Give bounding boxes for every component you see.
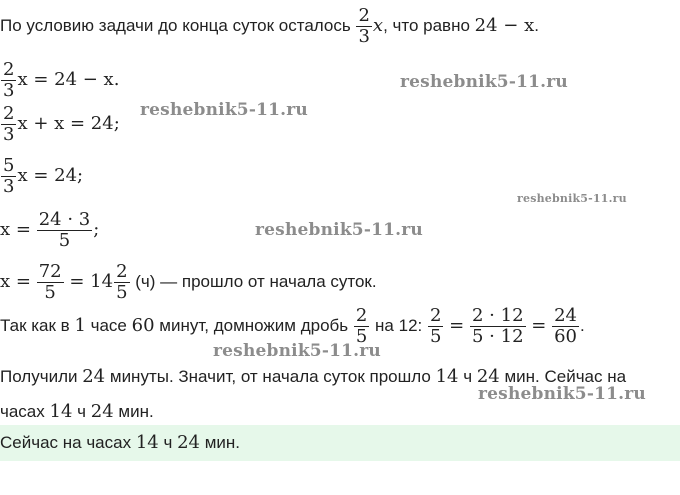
watermark: reshebnik5-11.ru — [478, 384, 646, 404]
equation-5 — [0, 262, 377, 303]
eq3-rhs: x = 24; — [17, 164, 84, 186]
line7-n2: 14 — [435, 366, 459, 387]
line7-t2: минуты. Значит, от начала суток прошло — [109, 367, 431, 386]
answer-n2: 24 — [177, 432, 200, 453]
equation-1 — [0, 60, 119, 101]
line8-t1: часах — [0, 402, 45, 421]
line6-fnum: 2 — [355, 305, 368, 326]
line6-frac-a — [428, 306, 443, 347]
line8-t2: ч — [77, 402, 87, 421]
line7-n3: 24 — [476, 366, 500, 387]
eq5-mid: = 14 — [69, 270, 114, 292]
watermark: reshebnik5-11.ru — [517, 192, 627, 205]
intro-line — [0, 6, 539, 47]
watermark: reshebnik5-11.ru — [255, 220, 423, 240]
equation-2 — [0, 104, 120, 145]
answer-t2: ч — [163, 433, 173, 452]
line7-t3: ч — [463, 367, 473, 386]
eq4-fraction — [37, 210, 93, 251]
line6-a-den: 5 — [429, 326, 442, 347]
line6-fden: 5 — [355, 326, 368, 347]
line8-t3: мин. — [118, 402, 154, 421]
line7-t1: Получили — [0, 367, 78, 386]
eq1-fraction — [1, 60, 16, 101]
line6-eq: = — [449, 314, 465, 336]
eq1-num: 2 — [3, 59, 15, 80]
eq3-fraction — [1, 156, 16, 197]
intro-expr: 24 − x — [474, 14, 535, 36]
line7-t4: мин. Сейчас на — [504, 367, 627, 386]
equation-4 — [0, 210, 99, 251]
watermark: reshebnik5-11.ru — [400, 72, 568, 92]
line6-n1: 1 — [74, 314, 86, 336]
line6-end: . — [580, 315, 585, 335]
line6-t2: часе — [90, 315, 127, 335]
eq4-lhs: x = — [0, 218, 31, 240]
eq1-rhs: x = 24 − x. — [17, 68, 120, 90]
line6-t3: минут, домножим дробь — [159, 315, 349, 335]
eq5-num2: 2 — [116, 261, 128, 282]
line6-eq2: = — [531, 314, 547, 336]
eq1-den: 3 — [3, 80, 15, 101]
intro-text-mid: , что равно — [383, 15, 470, 35]
eq5-text: (ч) — прошло от начала суток. — [130, 271, 377, 291]
intro-var: x — [372, 14, 384, 36]
line7-n1: 24 — [82, 366, 106, 387]
eq4-den: 5 — [58, 230, 71, 251]
eq2-num: 2 — [3, 103, 15, 124]
eq2-den: 3 — [3, 124, 15, 145]
answer-t3: мин. — [204, 433, 241, 452]
line6-t1: Так как в — [0, 315, 70, 335]
watermark: reshebnik5-11.ru — [140, 100, 308, 120]
eq4-num: 24 · 3 — [38, 209, 91, 230]
eq4-tail: ; — [93, 218, 100, 240]
answer-box — [0, 425, 680, 461]
eq5-den1: 5 — [44, 282, 56, 303]
line-8 — [0, 401, 154, 422]
line6-frac-c — [552, 306, 579, 347]
line8-n1: 14 — [49, 401, 73, 422]
intro-fraction — [356, 6, 371, 47]
intro-text: По условию задачи до конца суток осталось — [0, 15, 351, 35]
eq2-fraction — [1, 104, 16, 145]
line6-n2: 60 — [131, 314, 155, 336]
line6-c-num: 24 — [554, 305, 577, 326]
line6-b-den: 5 · 12 — [472, 326, 524, 347]
line6-c-den: 60 — [554, 326, 577, 347]
eq5-den2: 5 — [116, 282, 128, 303]
eq5-lhs: x = — [0, 270, 31, 292]
line6-b-num: 2 · 12 — [472, 305, 524, 326]
eq3-den: 3 — [3, 176, 15, 197]
eq5-fraction-1 — [37, 262, 64, 303]
equation-3 — [0, 156, 83, 197]
intro-end: . — [534, 15, 539, 35]
intro-frac-num: 2 — [358, 5, 370, 26]
eq2-rhs: x + x = 24; — [17, 112, 120, 134]
eq5-fraction-2 — [114, 262, 129, 303]
eq5-num1: 72 — [38, 261, 62, 282]
watermark: reshebnik5-11.ru — [213, 341, 381, 361]
line6-frac-b — [470, 306, 526, 347]
line6-t4: на 12: — [375, 315, 423, 335]
intro-frac-den: 3 — [358, 26, 370, 47]
eq3-num: 5 — [3, 155, 15, 176]
answer-t1: Сейчас на часах — [0, 433, 132, 452]
line6-a-num: 2 — [429, 305, 442, 326]
answer-n1: 14 — [135, 432, 159, 453]
line8-n2: 24 — [90, 401, 114, 422]
